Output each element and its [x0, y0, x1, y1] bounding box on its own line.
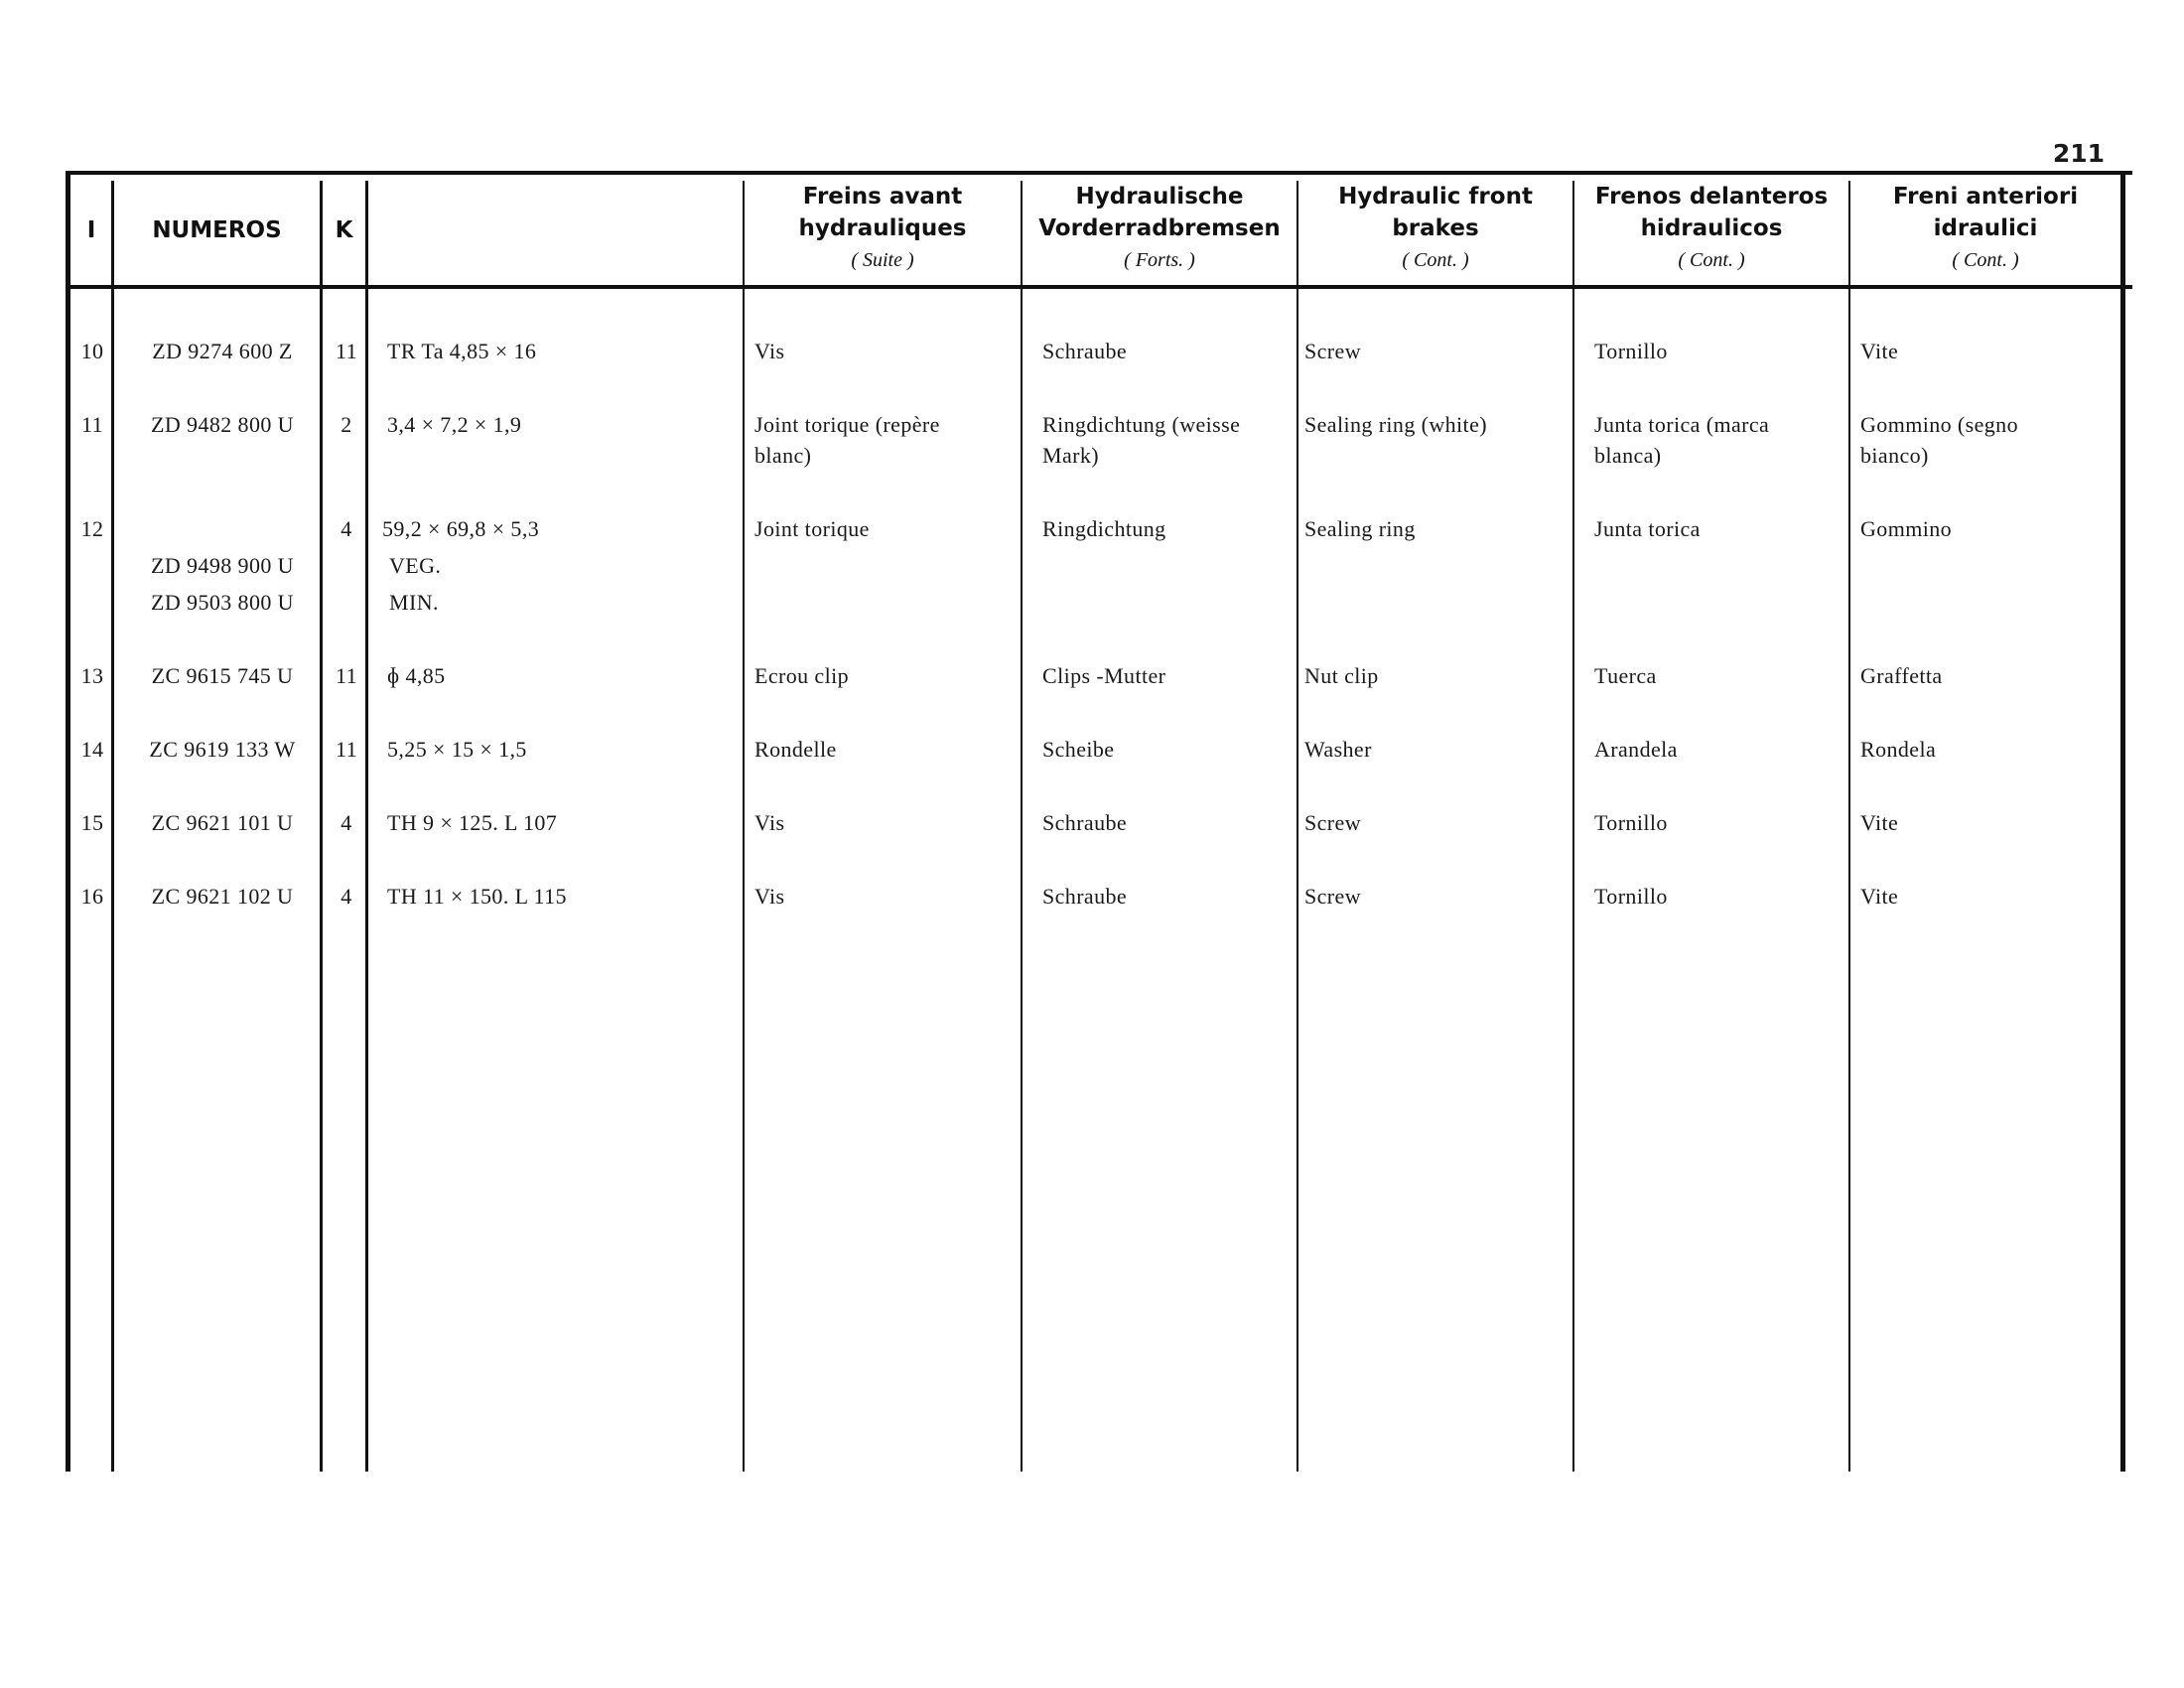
row-index: 11 [81, 412, 103, 437]
dimensions: TR Ta 4,85 × 16 [387, 339, 537, 363]
col-divider-k-left [320, 181, 323, 1472]
label-german: Ringdichtung [1042, 516, 1166, 541]
label-spanish: Junta torica [1594, 516, 1701, 541]
label-english: Screw [1304, 884, 1361, 909]
dimensions: 3,4 × 7,2 × 1,9 [387, 412, 522, 437]
dimensions: ɸ 4,85 [387, 663, 446, 688]
part-number: ZD 9482 800 U [151, 412, 294, 437]
header-french-line2: hydrauliques [798, 215, 967, 241]
label-italian: Gommino [1860, 516, 1953, 541]
part-number: ZC 9621 101 U [151, 810, 294, 835]
label-english: Screw [1304, 810, 1361, 835]
label-german: Schraube [1042, 339, 1128, 363]
label-italian: Gommino (segno bianco) [1860, 412, 2018, 468]
label-german: Clips -Mutter [1042, 663, 1166, 688]
label-german: Scheibe [1042, 737, 1115, 762]
header-german-line1: Hydraulische [1075, 184, 1244, 210]
page-number: 211 [2052, 139, 2105, 168]
part-number: ZD 9503 800 U [151, 590, 294, 615]
dimensions: TH 11 × 150. L 115 [387, 884, 567, 909]
label-spanish: Tornillo [1594, 810, 1668, 835]
row-index: 14 [80, 737, 104, 762]
col-divider-de [1021, 181, 1023, 1472]
label-english: Nut clip [1304, 663, 1379, 688]
label-french: Joint torique (repère blanc) [754, 412, 940, 468]
header-german-line2: Vorderradbremsen [1038, 215, 1281, 241]
quantity-k: 11 [336, 663, 357, 688]
dimensions: MIN. [389, 590, 439, 615]
label-french: Vis [754, 810, 785, 835]
table-top-border [68, 171, 2132, 175]
row-index: 10 [80, 339, 104, 363]
header-french [745, 181, 1021, 276]
header-spanish-sub: ( Cont. ) [1678, 249, 1745, 271]
quantity-k: 11 [336, 339, 357, 363]
label-spanish: Arandela [1594, 737, 1678, 762]
label-french: Rondelle [754, 737, 837, 762]
row-index: 13 [80, 663, 104, 688]
header-italian-line2: idraulici [1933, 215, 2038, 241]
col-divider-it [1848, 181, 1850, 1472]
quantity-k: 4 [341, 884, 352, 909]
table-right-border [2120, 171, 2125, 1472]
row-index: 12 [80, 516, 104, 541]
header-i: I [86, 217, 96, 243]
label-spanish: Tuerca [1594, 663, 1657, 688]
row-index: 15 [80, 810, 104, 835]
header-spanish [1574, 181, 1848, 276]
label-english: Screw [1304, 339, 1361, 363]
header-english [1298, 181, 1572, 276]
label-spanish: Tornillo [1594, 339, 1668, 363]
header-english-line2: brakes [1392, 215, 1479, 241]
label-german: Ringdichtung (weisse Mark) [1042, 412, 1241, 468]
part-number: ZC 9619 133 W [149, 737, 296, 762]
row-index: 16 [80, 884, 104, 909]
header-bottom-border [68, 285, 2132, 289]
part-number: ZD 9274 600 Z [152, 339, 293, 363]
col-divider-en [1297, 181, 1298, 1472]
label-german: Schraube [1042, 884, 1128, 909]
label-italian: Vite [1860, 339, 1899, 363]
dimensions: VEG. [389, 553, 442, 578]
label-french: Joint torique [754, 516, 870, 541]
label-italian: Graffetta [1860, 663, 1943, 688]
dimensions: 59,2 × 69,8 × 5,3 [382, 516, 540, 541]
label-italian: Vite [1860, 810, 1899, 835]
label-french: Vis [754, 339, 785, 363]
label-spanish: Tornillo [1594, 884, 1668, 909]
quantity-k: 4 [341, 516, 352, 541]
dimensions: 5,25 × 15 × 1,5 [387, 737, 527, 762]
label-french: Ecrou clip [754, 663, 850, 688]
label-french: Vis [754, 884, 785, 909]
col-divider-es [1572, 181, 1574, 1472]
header-spanish-line2: hidraulicos [1640, 215, 1783, 241]
quantity-k: 4 [341, 810, 352, 835]
label-italian: Vite [1860, 884, 1899, 909]
part-number: ZC 9615 745 U [151, 663, 294, 688]
header-german [1023, 181, 1297, 276]
header-german-sub: ( Forts. ) [1124, 249, 1195, 271]
col-divider-numeros [111, 181, 114, 1472]
header-english-sub: ( Cont. ) [1402, 249, 1469, 271]
header-italian-line1: Freni anteriori [1892, 184, 2079, 210]
label-italian: Rondela [1860, 737, 1937, 762]
label-english: Sealing ring [1304, 516, 1416, 541]
part-number: ZD 9498 900 U [151, 553, 294, 578]
header-french-sub: ( Suite ) [851, 249, 914, 271]
header-italian [1850, 181, 2120, 276]
header-italian-sub: ( Cont. ) [1952, 249, 2019, 271]
quantity-k: 2 [341, 412, 352, 437]
label-english: Washer [1304, 737, 1372, 762]
col-divider-fr [743, 181, 745, 1472]
label-english: Sealing ring (white) [1304, 412, 1487, 437]
part-number: ZC 9621 102 U [151, 884, 294, 909]
table-left-border [66, 171, 70, 1472]
label-german: Schraube [1042, 810, 1128, 835]
header-french-line1: Freins avant [802, 184, 963, 210]
header-spanish-line1: Frenos delanteros [1594, 184, 1829, 210]
quantity-k: 11 [336, 737, 357, 762]
header-numeros: NUMEROS [152, 217, 282, 243]
label-spanish: Junta torica (marca blanca) [1594, 412, 1770, 468]
header-english-line1: Hydraulic front [1338, 184, 1533, 210]
header-k: K [335, 217, 353, 243]
dimensions: TH 9 × 125. L 107 [387, 810, 558, 835]
